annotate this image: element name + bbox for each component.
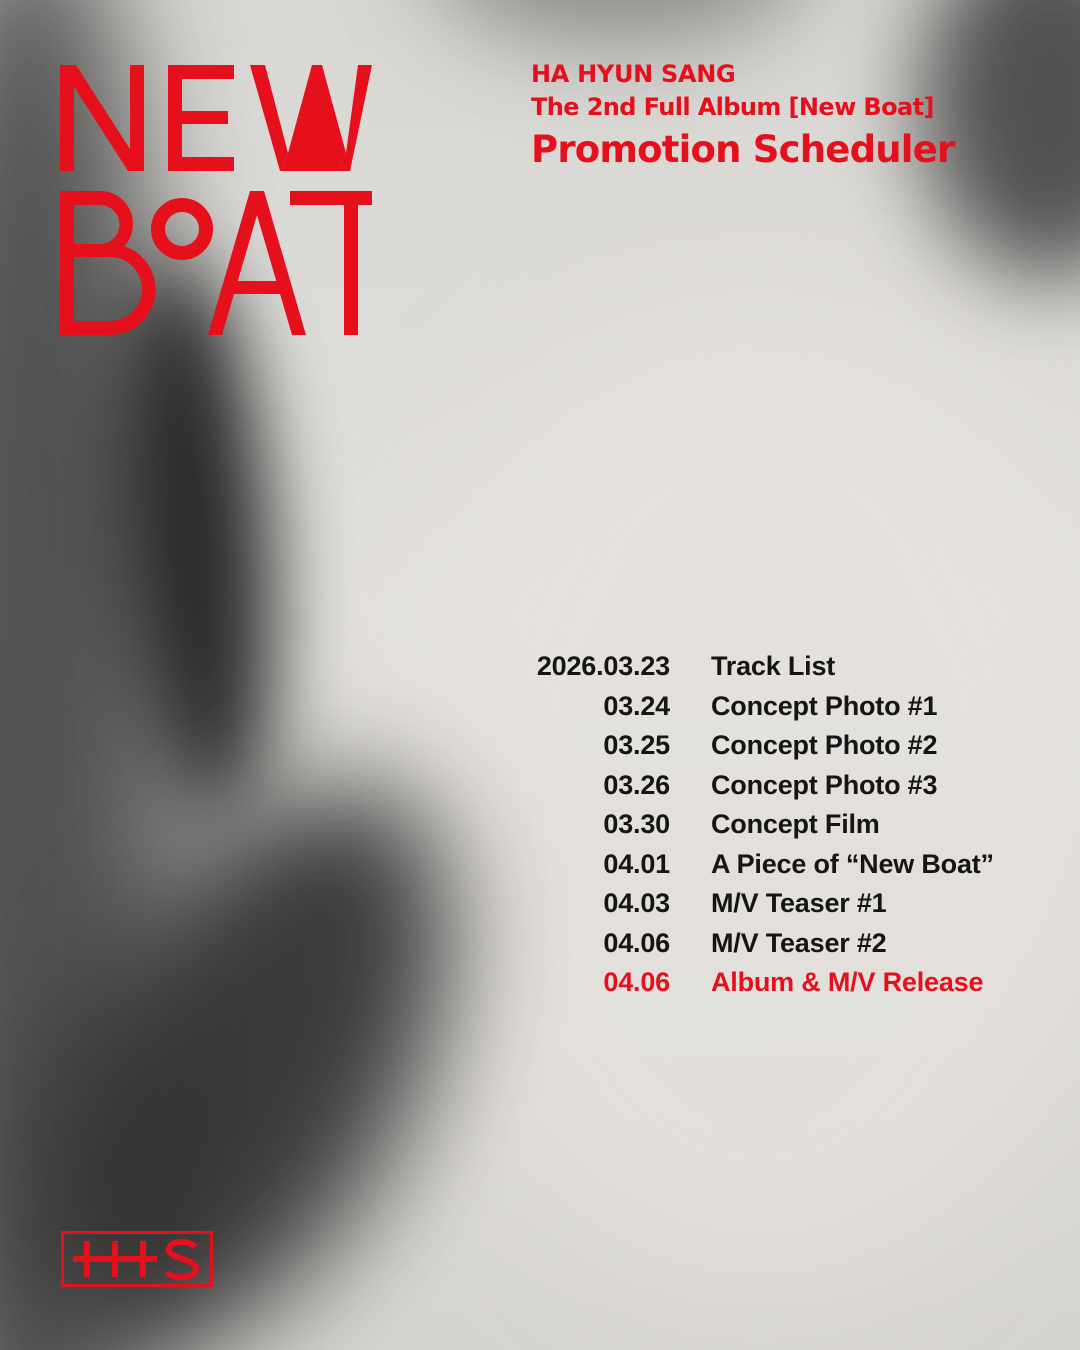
schedule-event: Album & M/V Release xyxy=(711,967,984,998)
new-boat-logo xyxy=(58,63,374,337)
schedule-date: 04.06 xyxy=(603,967,670,998)
schedule-event: Concept Photo #1 xyxy=(711,690,938,721)
schedule-row xyxy=(480,845,1070,885)
schedule-event: Concept Photo #2 xyxy=(711,730,938,761)
schedule-row xyxy=(480,924,1070,964)
schedule-date: 04.01 xyxy=(603,848,670,879)
schedule-event: Concept Film xyxy=(711,809,880,840)
schedule-date: 03.25 xyxy=(603,730,670,761)
schedule-event: Concept Photo #3 xyxy=(711,769,938,800)
album-title: The 2nd Full Album [New Boat] xyxy=(531,93,934,121)
schedule-date: 04.03 xyxy=(603,888,670,919)
schedule-event: M/V Teaser #1 xyxy=(711,888,887,919)
background-shadow xyxy=(430,0,810,40)
schedule-row-release xyxy=(480,963,1070,1003)
schedule-row xyxy=(480,687,1070,727)
schedule-row xyxy=(480,647,1070,687)
schedule-row xyxy=(480,726,1070,766)
schedule-event: M/V Teaser #2 xyxy=(711,927,887,958)
schedule-row xyxy=(480,805,1070,845)
artist-name: HA HYUN SANG xyxy=(531,60,736,88)
schedule-row xyxy=(480,766,1070,806)
schedule-event: Track List xyxy=(711,651,836,682)
schedule-date: 03.24 xyxy=(603,690,670,721)
schedule-date: 04.06 xyxy=(603,927,670,958)
schedule-date: 2026.03.23 xyxy=(536,651,670,682)
page-title: Promotion Scheduler xyxy=(531,128,955,171)
schedule-row xyxy=(480,884,1070,924)
schedule-date: 03.26 xyxy=(603,769,670,800)
promotion-schedule xyxy=(480,647,1070,1003)
header xyxy=(531,58,1051,174)
schedule-event: A Piece of “New Boat” xyxy=(711,848,994,879)
schedule-date: 03.30 xyxy=(603,809,670,840)
label-logo xyxy=(61,1231,213,1287)
